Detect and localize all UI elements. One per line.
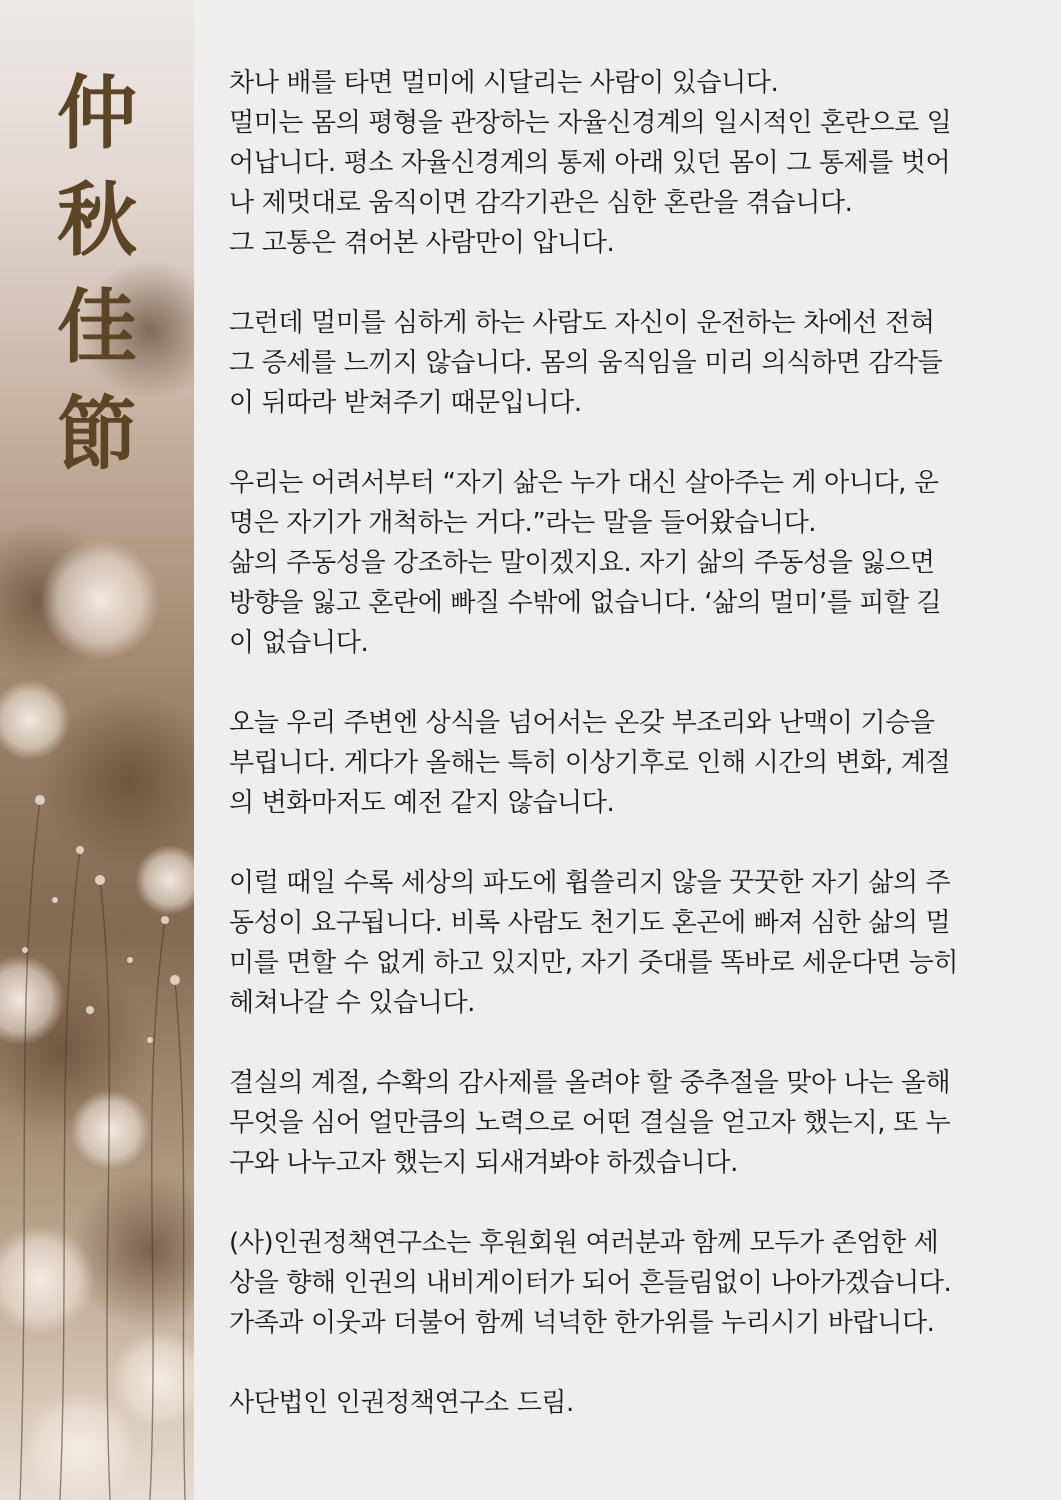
text-line: 멀미는 몸의 평형을 관장하는 자율신경계의 일시적인 혼란으로 일 — [229, 108, 952, 138]
text-line: 헤쳐나갈 수 있습니다. — [229, 988, 476, 1018]
paragraph — [229, 1223, 1029, 1343]
signature-line: 사단법인 인권정책연구소 드림. — [229, 1388, 574, 1418]
text-line: 그 증세를 느끼지 않습니다. 몸의 움직임을 미리 의식하면 감각들 — [229, 348, 943, 378]
text-line: 그 고통은 겪어본 사람만이 압니다. — [229, 228, 615, 258]
paragraph — [229, 303, 1029, 423]
paragraph — [229, 703, 1029, 823]
text-line: (사)인권정책연구소는 후원회원 여러분과 함께 모두가 존엄한 세 — [229, 1228, 939, 1258]
text-line: 명은 자기가 개척하는 거다.”라는 말을 들어왔습니다. — [229, 508, 817, 538]
text-line: 나 제멋대로 움직이면 감각기관은 심한 혼란을 겪습니다. — [229, 188, 853, 218]
title-char: 仲 — [57, 66, 137, 160]
text-line: 상을 향해 인권의 내비게이터가 되어 흔들림없이 나아가겠습니다. — [229, 1268, 952, 1298]
text-line: 구와 나누고자 했는지 되새겨봐야 하겠습니다. — [229, 1148, 738, 1178]
paragraph — [229, 1063, 1029, 1183]
text-line: 의 변화마저도 예전 같지 않습니다. — [229, 788, 615, 818]
text-line: 결실의 계절, 수확의 감사제를 올려야 할 중추절을 맞아 나는 올해 — [229, 1068, 951, 1098]
title-char: 佳 — [57, 280, 137, 374]
text-line: 이 없습니다. — [229, 628, 369, 658]
text-line: 우리는 어려서부터 “자기 삶은 누가 대신 살아주는 게 아니다, 운 — [229, 468, 939, 498]
text-line: 방향을 잃고 혼란에 빠질 수밖에 없습니다. ‘삶의 멀미’를 피할 길 — [229, 588, 942, 618]
paragraph — [229, 63, 1029, 263]
letter-body — [229, 63, 1029, 1463]
title-char: 節 — [57, 387, 137, 481]
page-title — [0, 60, 194, 488]
title-char: 秋 — [57, 173, 137, 267]
text-line: 그런데 멀미를 심하게 하는 사람도 자신이 운전하는 차에선 전혀 — [229, 308, 935, 338]
text-line: 차나 배를 타면 멀미에 시달리는 사람이 있습니다. — [229, 68, 779, 98]
paragraph — [229, 863, 1029, 1023]
paragraph — [229, 463, 1029, 663]
text-line: 어납니다. 평소 자율신경계의 통제 아래 있던 몸이 그 통제를 벗어 — [229, 148, 951, 178]
text-line: 가족과 이웃과 더불어 함께 넉넉한 한가위를 누리시기 바랍니다. — [229, 1308, 935, 1338]
text-line: 동성이 요구됩니다. 비록 사람도 천기도 혼곤에 빠져 심한 삶의 멀 — [229, 908, 951, 938]
signature-paragraph — [229, 1383, 1029, 1423]
text-line: 이럴 때일 수록 세상의 파도에 휩쓸리지 않을 꿋꿋한 자기 삶의 주 — [229, 868, 951, 898]
text-line: 오늘 우리 주변엔 상식을 넘어서는 온갖 부조리와 난맥이 기승을 — [229, 708, 935, 738]
text-line: 부립니다. 게다가 올해는 특히 이상기후로 인해 시간의 변화, 계절 — [229, 748, 951, 778]
text-line: 무엇을 심어 얼만큼의 노력으로 어떤 결실을 얻고자 했는지, 또 누 — [229, 1108, 951, 1138]
text-line: 미를 면할 수 없게 하고 있지만, 자기 줏대를 똑바로 세운다면 능히 — [229, 948, 959, 978]
side-photo-panel — [0, 0, 194, 1500]
text-line: 이 뒤따라 받쳐주기 때문입니다. — [229, 388, 582, 418]
text-line: 삶의 주동성을 강조하는 말이겠지요. 자기 삶의 주동성을 잃으면 — [229, 548, 935, 578]
